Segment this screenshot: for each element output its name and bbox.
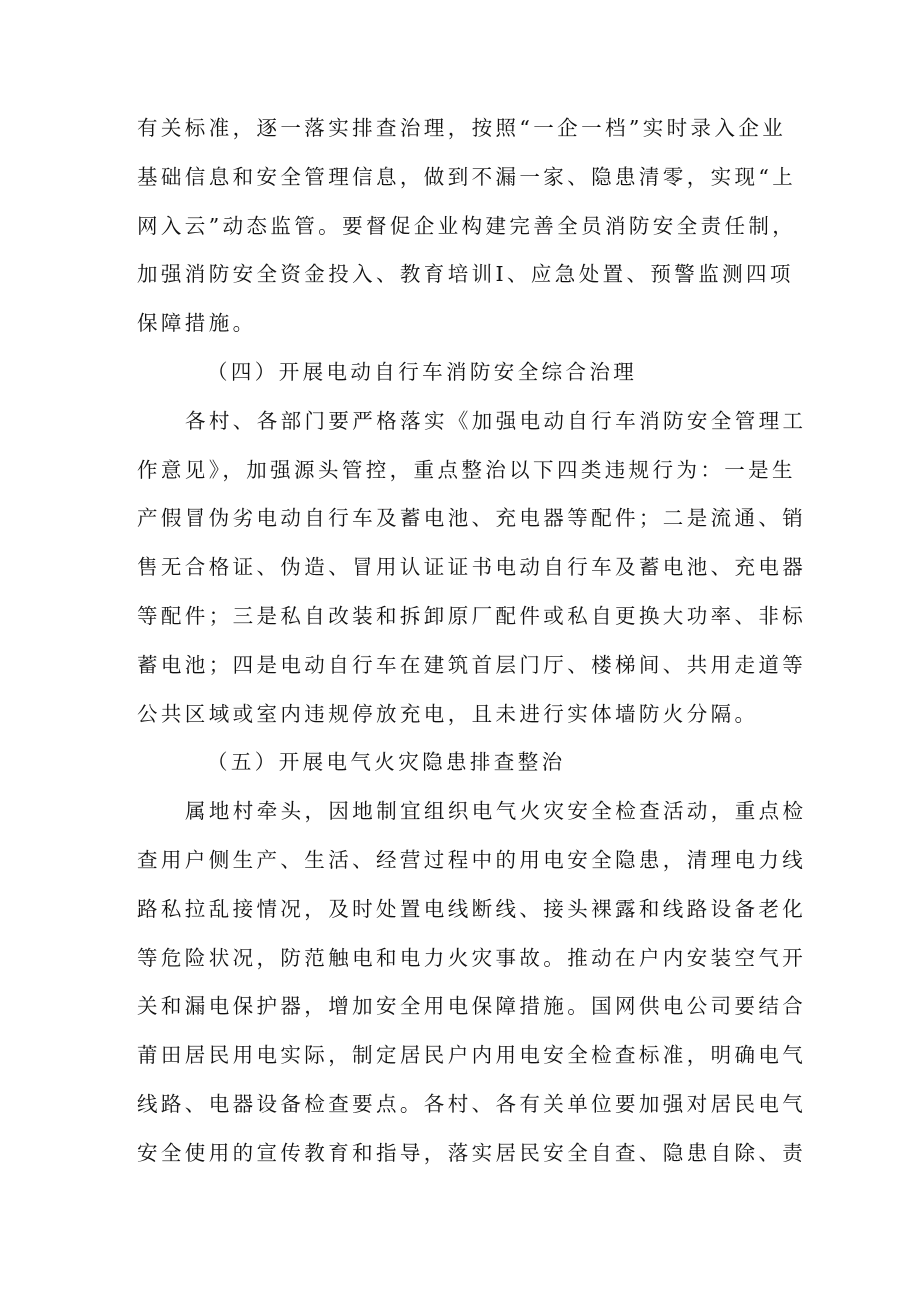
paragraph-line: 售无合格证、伪造、冒用认证证书电动自行车及蓄电池、充电器	[137, 555, 807, 580]
section-heading-5: （五）开展电气火灾隐患排查整治	[207, 750, 566, 775]
paragraph-line: 查用户侧生产、生活、经营过程中的用电安全隐患，清理电力线	[137, 847, 807, 872]
paragraph-line: 产假冒伪劣电动自行车及蓄电池、充电器等配件；二是流通、销	[137, 506, 807, 531]
paragraph-line: 作意见》，加强源头管控，重点整治以下四类违规行为：一是生	[137, 457, 796, 482]
paragraph-line: 线路、电器设备检查要点。各村、各有关单位要加强对居民电气	[137, 1091, 807, 1116]
section-heading-4: （四）开展电动自行车消防安全综合治理	[207, 359, 638, 384]
paragraph-line: 蓄电池；四是电动自行车在建筑首层门厅、楼梯间、共用走道等	[137, 652, 807, 677]
paragraph-line: 等危险状况，防范触电和电力火灾事故。推动在户内安装空气开	[137, 945, 807, 970]
document-page	[137, 104, 807, 1178]
paragraph-line: 网入云”动态监管。要督促企业构建完善全员消防安全责任制，	[137, 213, 797, 238]
paragraph-line: 加强消防安全资金投入、教育培训Ⅰ、应急处置、预警监测四项	[137, 262, 794, 287]
paragraph-line: 等配件；三是私自改装和拆卸原厂配件或私自更换大功率、非标	[137, 603, 807, 628]
paragraph-line: 属地村牵头，因地制宜组织电气火灾安全检查活动，重点检	[185, 799, 807, 824]
paragraph-line: 安全使用的宣传教育和指导，落实居民安全自查、隐患自除、责	[137, 1140, 807, 1165]
paragraph-line: 有关标准，逐一落实排查治理，按照“一企一档”实时录入企业	[137, 116, 787, 140]
paragraph-line: 各村、各部门要严格落实《加强电动自行车消防安全管理工	[185, 408, 807, 433]
paragraph-line: 公共区域或室内违规停放充电，且未进行实体墙防火分隔。	[137, 701, 759, 726]
paragraph-line: 保障措施。	[137, 311, 257, 336]
paragraph-line: 莆田居民用电实际，制定居民户内用电安全检查标准，明确电气	[137, 1043, 807, 1068]
paragraph-line: 关和漏电保护器，增加安全用电保障措施。国网供电公司要结合	[137, 994, 807, 1019]
paragraph-line: 基础信息和安全管理信息，做到不漏一家、隐患清零，实现“上	[137, 164, 797, 189]
paragraph-line: 路私拉乱接情况，及时处置电线断线、接头裸露和线路设备老化	[137, 896, 807, 921]
